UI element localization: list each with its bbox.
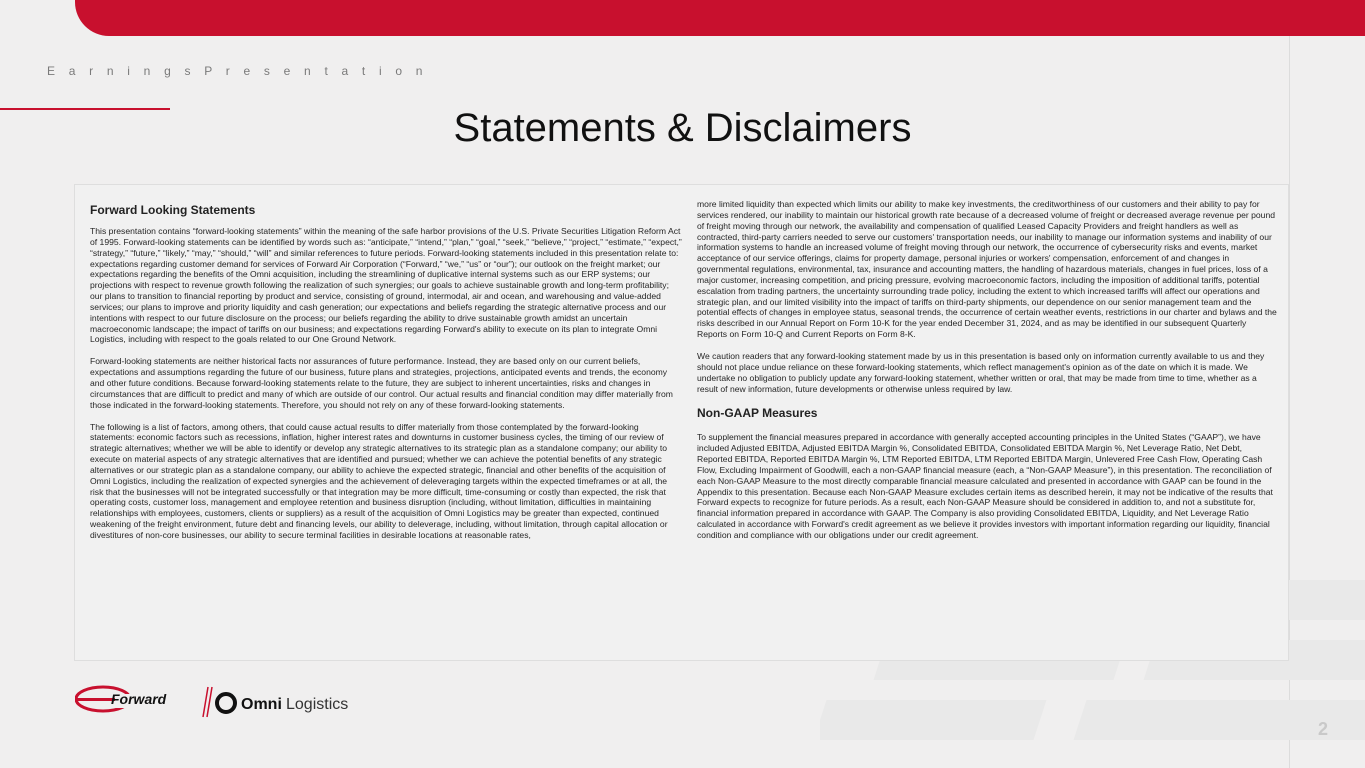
non-gaap-heading: Non-GAAP Measures — [697, 406, 818, 421]
disclaimer-panel — [74, 184, 1289, 661]
non-gaap-paragraph: To supplement the financial measures prepared in accordance with generally accepted accounting principles in the United States (“GAAP”), we have included Adjusted EBITDA, Adjusted EBITDA Margin %, Consolidated EBITDA, Consolidated EBITDA Margin %, Net Leverage Ratio, Net Debt, Reported EBITDA, Reported EBITDA Margin %, LTM Reported EBITDA, LTM Reported EBITDA Margin, Unlevered Free Cash Flow, Operating Cash Flow, Excluding Impairment of Goodwill, each a non-GAAP financial measure (each, a “Non-GAAP Measure”), in this presentation. The reconciliation of each Non-GAAP Measure to the most directly comparable financial measure calculated and presented in accordance with GAAP can be found in the Appendix to this presentation. Because each Non-GAAP Measure excludes certain items as described herein, it may not be indicative of the results that Forward expects to recognize for future periods. As a result, each Non-GAAP Measure should be considered in addition to, and not a substitute for, financial information prepared in accordance with GAAP. The Company is also providing Consolidated EBITDA, Liquidity, and Net Leverage Ratio calculated in accordance with Forward's credit agreement as we believe it provides investors with important information regarding our liquidity, financial condition and compliance with our obligations under our credit agreement. — [697, 432, 1273, 540]
logistics-wordmark: Logistics — [286, 696, 349, 713]
page-title: Statements & Disclaimers — [453, 106, 912, 150]
omni-wordmark: Omni — [241, 696, 282, 713]
caution-paragraph: We caution readers that any forward-looking statement made by us in this presentation is based only on information currently available to us and they should not place undue reliance on these forward-looking statements, which reflect management's opinion as of the date on which it is made. We undertake no obligation to publicly update any forward-looking statement, whether written or oral, that may be made from time to time, whether as a result of new information, future developments or otherwise unless required by law. — [697, 350, 1265, 394]
presentation-label: E a r n i n g s P r e s e n t a t i o n — [47, 64, 428, 78]
footer-logos — [75, 684, 365, 724]
risk-factors-continued: more limited liquidity than expected which limits our ability to make key investments, the creditworthiness of our customers and their ability to pay for services rendered, our inability to maintain our historical growth rate because of a decreased volume of freight or decreased average revenue per pound of freight moving through our network, the availability and compensation of qualified Leased Capacity Providers and freight handlers as well as contracted, third-party carriers needed to serve our customers' transportation needs, our inability to manage our information systems and inability of our information systems to handle an increased volume of freight moving through our network, the occurrence of cybersecurity risks and events, market acceptance of our service offerings, claims for property damage, personal injuries or workers' compensation, enforcement of and changes in governmental regulations, environmental, tax, insurance and accounting matters, the handling of hazardous materials, changes in fuel prices, loss of a major customer, increasing competition, and pricing pressure, evolving macroeconomic factors, including the imposition of additional tariffs, potential escalation from trading partners, the uncertainty surrounding trade policy, including the extent to which increased tariffs will affect our operations and strategic plan, and our limited visibility into the impact of tariffs on third-party shipments, our dependence on our senior management team and the potential effects of changes in employee status, seasonal trends, the occurrence of certain weather events, restrictions in our charter and bylaws and the risks described in our Annual Report on Form 10-K for the year ended December 31, 2024, and as may be identified in our subsequent Quarterly Reports on Form 10-Q and Current Reports on Form 8-K. — [697, 199, 1277, 340]
forward-looking-paragraph-2: Forward-looking statements are neither historical facts nor assurances of future performance. Instead, they are based only on our current beliefs, expectations and assumptions regarding the future of our business, future plans and strategies, projections, anticipated events and trends, the economy and other future conditions. Because forward-looking statements relate to the future, they are subject to inherent uncertainties, risks and changes in circumstances that are difficult to predict and many of which are outside of our control. Our actual results and financial condition may differ materially from those indicated in the forward-looking statements. Therefore, you should not rely on any of these forward-looking statements. — [90, 356, 673, 410]
left-column — [90, 201, 682, 552]
forward-looking-heading: Forward Looking Statements — [90, 203, 256, 217]
page-number: 2 — [1318, 719, 1329, 739]
forward-looking-paragraph-1: This presentation contains “forward-looking statements” within the meaning of the safe harbor provisions of the U.S. Private Securities Litigation Reform Act of 1995. Forward-looking statements can be identified by words such as: “anticipate,” “intend,” “plan,” “goal,” “seek,” “believe,” “project,” “estimate,” “expect,” “strategy,” “future,” “likely,” “may,” “should,” “will” and similar references to future periods. Forward-looking statements included in this presentation relate to: expectations regarding customer demand for services of Forward Air Corporation (“Forward,” “we,” “us” or “our”); our outlook on the freight market; our expectations regarding the benefits of the Omni acquisition, including the streamlining of duplicative internal systems such as our ERP systems; our projections with respect to revenue growth following the realization of such synergies; our goals to achieve sustainable growth and long-term profitability; our plans to transition to financial reporting by product and service, consisting of ground, intermodal, air and ocean, and warehousing and value-added services; our plans to improve and priority liquidity and cash generation; our expectations and beliefs regarding the strategic alternative process and our intentions with respect to our future disclosure on the process; our beliefs regarding the ability to drive sustainable growth amidst an uncertain macroeconomic landscape; the impact of tariffs on our business; and expectations regarding Forward's ability to execute on its plan to integrate Omni Logistics, including with respect to the goals related to our One Ground Network. — [90, 226, 682, 345]
forward-wordmark: Forward — [111, 691, 167, 707]
right-column — [697, 199, 1277, 552]
top-banner — [75, 0, 1365, 36]
forward-looking-paragraph-3: The following is a list of factors, among others, that could cause actual results to differ materially from those contemplated by the forward-looking statements: economic factors such as recessions, inflation, higher interest rates and downturns in customer business cycles, the timing of our review of strategic alternatives; whether we will be able to identify or develop any strategic alternatives to its strategic plan as a standalone company; our ability to execute on material aspects of any strategic alternatives that are identified and pursued; whether we can achieve the potential benefits of any strategic alternatives or our strategic plan as a standalone company, our ability to achieve the expected strategic, financial and other benefits of the acquisition of Omni Logistics, including the realization of expected synergies and the achievement of deleveraging targets within the expected timeframes or at all, the risk that the businesses will not be integrated successfully or that integration may be more difficult, time-consuming or costly than expected, the risk that operating costs, customer loss, management and employee retention and business disruption (including, without limitation, difficulties in maintaining relationships with employees, customers, clients or suppliers) as a result of the acquisition of Omni Logistics may be greater than expected, continued weakening of the freight environment, future debt and financing levels, our ability to deleverage, including, without limitation, through capital allocation or divestitures of non-core businesses, our ability to secure terminal facilities in desirable locations at reasonable rates, — [90, 421, 668, 540]
forward-logo — [75, 684, 365, 724]
